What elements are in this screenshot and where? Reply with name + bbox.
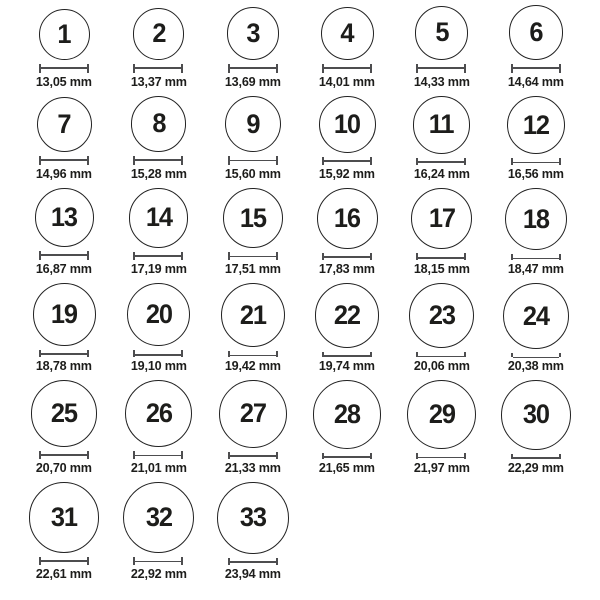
diameter-measure-line <box>133 64 183 73</box>
ring-size-cell <box>206 283 300 380</box>
ring-size-cell <box>206 96 300 188</box>
ring-circle <box>225 96 281 152</box>
diameter-label: 19,10 mm <box>130 357 187 373</box>
diameter-measure-line <box>39 64 89 73</box>
ring-circle <box>503 283 569 349</box>
ring-size-number: 11 <box>429 109 454 140</box>
diameter-label: 18,47 mm <box>507 260 564 276</box>
ring-circle <box>313 380 382 449</box>
ring-size-number: 21 <box>239 299 266 330</box>
ring-circle <box>413 96 471 154</box>
ring-size-number: 28 <box>334 398 361 429</box>
ring-size-number: 23 <box>428 300 455 331</box>
diameter-measure-line <box>511 254 561 260</box>
diameter-label: 20,06 mm <box>413 357 470 373</box>
ring-size-cell <box>17 188 111 283</box>
ring-size-number: 26 <box>145 398 172 429</box>
diameter-measure-line <box>39 251 89 260</box>
ring-size-number: 20 <box>145 299 172 330</box>
diameter-measure-line <box>416 158 466 165</box>
ring-size-cell <box>300 0 394 96</box>
diameter-label: 17,19 mm <box>130 260 187 276</box>
ring-circle <box>219 380 287 448</box>
diameter-measure-line <box>228 64 278 73</box>
diameter-measure-line <box>416 253 466 259</box>
diameter-label: 17,83 mm <box>319 260 376 276</box>
ring-size-cell <box>394 96 488 188</box>
diameter-label: 20,38 mm <box>507 357 564 373</box>
ring-size-number: 29 <box>428 399 455 430</box>
ring-size-cell <box>489 380 583 482</box>
ring-circle <box>319 96 376 153</box>
ring-size-cell <box>111 188 205 283</box>
ring-circle <box>127 283 190 346</box>
ring-circle <box>505 188 567 250</box>
ring-size-cell <box>111 96 205 188</box>
diameter-label: 17,51 mm <box>224 260 281 276</box>
ring-circle <box>217 482 289 554</box>
ring-size-row <box>17 0 583 96</box>
diameter-measure-line <box>322 352 372 357</box>
ring-size-row <box>17 380 583 482</box>
ring-size-number: 6 <box>529 17 543 48</box>
ring-circle <box>29 482 100 553</box>
ring-size-number: 4 <box>340 17 354 48</box>
diameter-measure-line <box>416 64 466 73</box>
diameter-measure-line <box>228 252 278 260</box>
diameter-measure-line <box>39 156 89 165</box>
diameter-label: 13,37 mm <box>130 73 187 89</box>
ring-circle <box>315 283 380 348</box>
diameter-measure-line <box>511 64 561 73</box>
ring-circle <box>125 380 192 447</box>
ring-circle <box>129 188 189 248</box>
ring-circle <box>223 188 283 248</box>
ring-size-cell <box>300 380 394 482</box>
diameter-label: 14,64 mm <box>507 73 564 89</box>
ring-size-cell <box>394 380 488 482</box>
ring-size-cell <box>111 283 205 380</box>
diameter-measure-line <box>228 351 278 357</box>
diameter-measure-line <box>228 452 278 459</box>
ring-size-number: 16 <box>334 202 361 233</box>
diameter-label: 19,42 mm <box>224 357 281 373</box>
diameter-measure-line <box>39 350 89 357</box>
ring-circle <box>509 5 563 59</box>
ring-size-cell <box>206 0 300 96</box>
ring-circle <box>33 283 96 346</box>
ring-size-cell <box>111 0 205 96</box>
diameter-label: 15,28 mm <box>130 165 187 181</box>
ring-circle <box>221 283 285 347</box>
ring-size-cell <box>111 482 205 600</box>
ring-size-number: 22 <box>334 299 361 330</box>
diameter-measure-line <box>322 157 372 165</box>
ring-size-row <box>17 283 583 380</box>
ring-size-row <box>17 96 583 188</box>
ring-circle <box>39 9 90 60</box>
ring-size-number: 17 <box>428 203 455 234</box>
ring-size-number: 15 <box>239 202 266 233</box>
diameter-measure-line <box>39 557 89 565</box>
ring-size-cell <box>489 96 583 188</box>
ring-size-cell <box>489 188 583 283</box>
ring-size-number: 14 <box>145 202 172 233</box>
ring-size-cell <box>489 283 583 380</box>
ring-size-cell <box>17 380 111 482</box>
ring-size-cell <box>17 96 111 188</box>
ring-size-number: 7 <box>57 108 71 139</box>
ring-size-cell <box>394 0 488 96</box>
diameter-measure-line <box>416 352 466 356</box>
ring-size-number: 5 <box>434 17 448 48</box>
diameter-label: 16,56 mm <box>507 165 564 181</box>
diameter-label: 18,15 mm <box>413 260 470 276</box>
ring-size-cell <box>111 380 205 482</box>
ring-circle <box>227 7 279 59</box>
ring-size-cell <box>394 188 488 283</box>
ring-size-number: 13 <box>51 201 78 232</box>
ring-size-cell <box>394 283 488 380</box>
ring-size-number: 30 <box>522 399 549 430</box>
ring-size-cell <box>17 283 111 380</box>
ring-circle <box>31 380 98 447</box>
diameter-measure-line <box>511 158 561 165</box>
diameter-measure-line <box>511 454 561 459</box>
diameter-measure-line <box>511 353 561 357</box>
diameter-label: 20,70 mm <box>36 459 93 475</box>
ring-circle <box>321 7 374 60</box>
ring-size-cell <box>17 482 111 600</box>
ring-size-number: 10 <box>334 108 361 139</box>
ring-circle <box>35 188 94 247</box>
ring-size-number: 24 <box>522 300 549 331</box>
diameter-measure-line <box>228 156 278 165</box>
ring-size-cell <box>489 0 583 96</box>
diameter-measure-line <box>133 350 183 356</box>
ring-size-cell <box>17 0 111 96</box>
ring-size-number: 2 <box>151 18 165 49</box>
diameter-label: 13,05 mm <box>36 73 93 89</box>
diameter-label: 22,29 mm <box>507 459 564 475</box>
diameter-measure-line <box>39 451 89 459</box>
diameter-label: 15,92 mm <box>319 165 376 181</box>
diameter-measure-line <box>133 451 183 458</box>
diameter-measure-line <box>133 557 183 565</box>
ring-circle <box>317 188 378 249</box>
ring-circle <box>133 8 185 60</box>
diameter-label: 22,92 mm <box>130 565 187 581</box>
diameter-measure-line <box>133 156 183 165</box>
diameter-label: 21,33 mm <box>224 459 281 475</box>
ring-size-row <box>17 482 583 600</box>
ring-circle <box>411 188 472 249</box>
ring-size-number: 31 <box>51 501 78 532</box>
diameter-label: 21,65 mm <box>319 459 376 475</box>
ring-size-chart <box>17 0 583 600</box>
ring-size-number: 19 <box>51 298 78 329</box>
diameter-measure-line <box>322 453 372 459</box>
diameter-measure-line <box>228 558 278 565</box>
diameter-label: 18,78 mm <box>36 357 93 373</box>
ring-size-cell <box>300 188 394 283</box>
ring-circle <box>123 482 194 553</box>
diameter-label: 14,33 mm <box>413 73 470 89</box>
diameter-label: 14,01 mm <box>319 73 376 89</box>
ring-circle <box>415 6 469 60</box>
ring-size-number: 18 <box>522 203 549 234</box>
ring-size-cell <box>206 380 300 482</box>
diameter-label: 15,60 mm <box>224 165 281 181</box>
ring-size-number: 33 <box>239 502 266 533</box>
ring-circle <box>37 97 92 152</box>
ring-size-cell <box>300 283 394 380</box>
diameter-label: 14,96 mm <box>36 165 93 181</box>
ring-size-number: 1 <box>57 18 71 49</box>
diameter-measure-line <box>133 252 183 260</box>
ring-size-number: 25 <box>51 397 78 428</box>
ring-circle <box>409 283 474 348</box>
ring-circle <box>507 96 565 154</box>
diameter-label: 19,74 mm <box>319 357 376 373</box>
ring-size-number: 32 <box>145 502 172 533</box>
ring-circle <box>407 380 476 449</box>
ring-size-number: 8 <box>151 108 165 139</box>
diameter-measure-line <box>322 253 372 260</box>
diameter-label: 23,94 mm <box>224 565 281 581</box>
diameter-label: 16,87 mm <box>36 260 93 276</box>
diameter-label: 13,69 mm <box>224 73 281 89</box>
ring-circle <box>501 380 571 450</box>
diameter-label: 21,97 mm <box>413 459 470 475</box>
ring-size-number: 9 <box>246 108 260 139</box>
diameter-label: 22,61 mm <box>36 565 93 581</box>
ring-size-number: 12 <box>522 109 549 140</box>
ring-size-cell <box>300 96 394 188</box>
ring-size-number: 27 <box>239 398 266 429</box>
ring-size-row <box>17 188 583 283</box>
ring-circle <box>131 96 187 152</box>
ring-size-number: 3 <box>246 18 260 49</box>
diameter-label: 21,01 mm <box>130 459 187 475</box>
diameter-measure-line <box>416 453 466 459</box>
diameter-label: 16,24 mm <box>413 165 470 181</box>
diameter-measure-line <box>322 64 372 73</box>
ring-size-cell <box>206 482 300 600</box>
ring-size-cell <box>206 188 300 283</box>
